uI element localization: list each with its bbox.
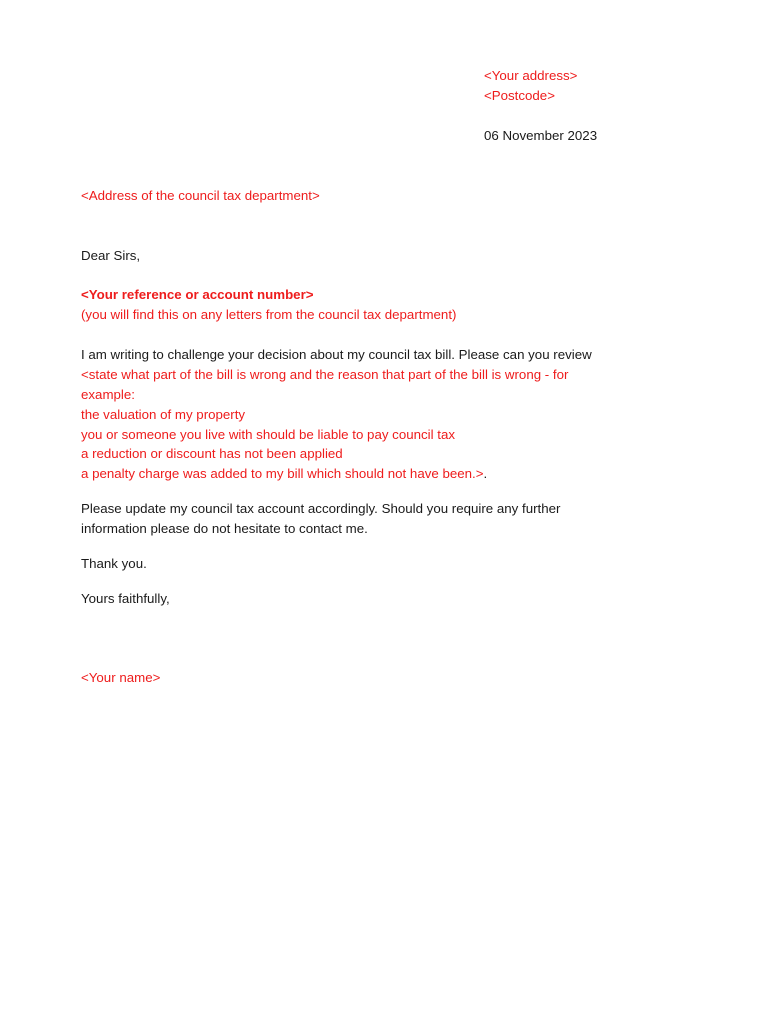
placeholder-last-line (81, 464, 487, 484)
salutation: Dear Sirs, (81, 248, 141, 263)
placeholder-line: you or someone you live with should be liable to pay council tax (81, 427, 456, 442)
reference-label: <Your reference or account number> (81, 287, 314, 302)
sentence-period: . (483, 466, 488, 481)
paragraph1-intro: I am writing to challenge your decision about my council tax bill. Please can you review (81, 347, 592, 362)
sender-postcode: <Postcode> (484, 88, 555, 103)
closing-line: Yours faithfully, (81, 591, 170, 606)
placeholder-line: a reduction or discount has not been applied (81, 446, 343, 461)
placeholder-line: a penalty charge was added to my bill which should not have been.> (81, 466, 484, 481)
thanks-line: Thank you. (81, 556, 147, 571)
letter-date: 06 November 2023 (484, 128, 598, 143)
reference-hint: (you will find this on any letters from the council tax department) (81, 307, 457, 322)
signature-name: <Your name> (81, 670, 161, 685)
paragraph2-line: Please update my council tax account accordingly. Should you require any further (81, 501, 561, 516)
placeholder-line: example: (81, 387, 135, 402)
placeholder-line: <state what part of the bill is wrong and the reason that part of the bill is wrong - for (81, 367, 569, 382)
sender-address: <Your address> (484, 68, 578, 83)
paragraph2-line: information please do not hesitate to contact me. (81, 521, 368, 536)
placeholder-line: the valuation of my property (81, 407, 246, 422)
recipient-address: <Address of the council tax department> (81, 188, 320, 203)
